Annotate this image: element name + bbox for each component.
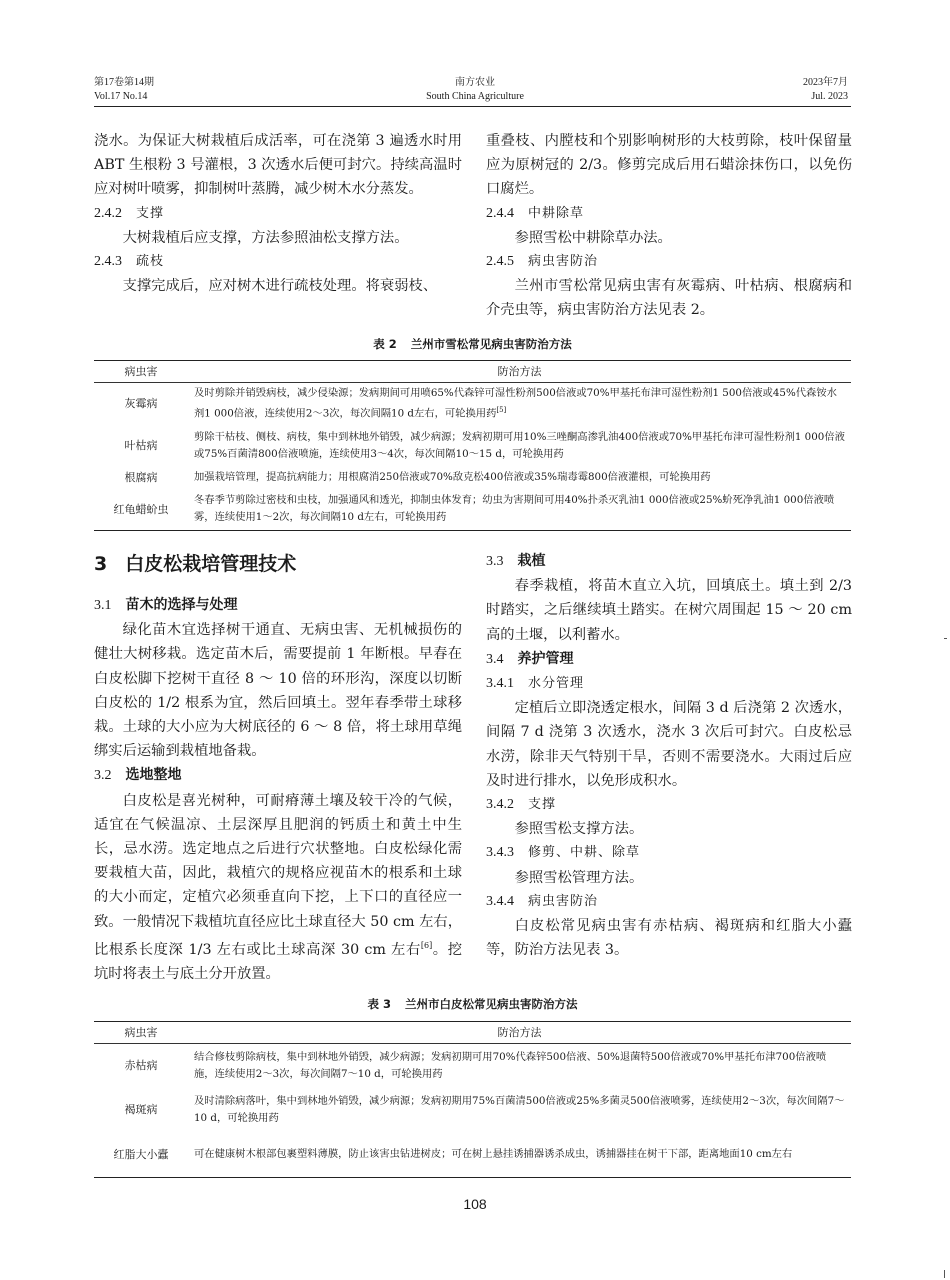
subsection-heading-2-4-3: 2.4.3 疏枝 [94,254,165,270]
paragraph: 支撑完成后，应对树木进行疏枝处理。将衰弱枝、 [122,278,438,295]
scan-mark [944,638,947,639]
paragraph: 参照雪松支撑方法。 [514,821,644,838]
paragraph: 白皮松常见病虫害有赤枯病、褐斑病和红脂大小蠹等，防治方法见表 3。 [486,918,852,959]
table-row: 叶枯病 剪除干枯枝、侧枝、病枝，集中到林地外销毁，减少病源；发病初期可用10%三唑酮高渗乳油400倍液或70%甲基托布津可湿性粉剂1 000倍液或75%百菌清800倍液喷施，连续使用3～4次，每次间隔10～15 d，可轮换用药 [124,430,845,460]
subsection-heading-3-3: 3.3 栽植 [486,553,546,569]
top-left-column [94,129,462,298]
subsection-heading-2-4-5: 2.4.5 病虫害防治 [486,254,599,270]
paragraph: 春季栽植，将苗木直立入坑，回填底土。填土到 2/3 时踏实，之后继续填土踏实。在树穴周围起 15 ～ 20 cm 高的土堰，以利蓄水。 [486,578,852,643]
subsection-heading-3-4-1: 3.4.1 水分管理 [486,676,585,692]
subsection-heading-2-4-4: 2.4.4 中耕除草 [486,205,585,221]
table-row: 红脂大小蠹 可在健康树木根部包裹塑料薄膜，防止该害虫钻进树皮；可在树上悬挂诱捕器诱杀成虫，诱捕器挂在树干下部，距离地面10 cm左右 [113,1147,793,1161]
subsection-heading-3-2: 3.2 选地整地 [94,767,182,784]
paragraph: 白皮松是喜光树种，可耐瘠薄土壤及较干冷的气候，适宜在气候温凉、土层深厚且肥润的钙质土和黄土中生长，忌水涝。选定地点之后进行穴状整地。白皮松绿化需要栽植大苗，因此，栽植穴的规格应视苗木的根系和土球的大小而定，定植穴必须垂直向下挖，上下口的直径应一致。一般情况下栽植坑直径应比土球直径大 50 cm 左右，比根系长度深 1/3 左右或比土球高深 30 cm 左右[6]。挖坑时将表土与底土分开放置。 [94,792,462,982]
subsection-heading-3-4: 3.4 养护管理 [486,650,574,667]
subsection-heading-3-4-3: 3.4.3 修剪、中耕、除草 [486,845,641,861]
journal-name: 南方农业 [455,77,495,88]
running-header-right [803,76,848,104]
header-rule [94,106,851,107]
table-row: 红龟蜡蚧虫 冬春季节剪除过密枝和虫枝，加强通风和透光，抑制虫体发育；幼虫为害期间可用40%扑杀灭乳油1 000倍液或25%蚧死净乳油1 000倍液喷雾，连续使用1～2次，每次间隔10 d左右，可轮换用药 [113,494,835,524]
table-2 [94,360,851,531]
column-header: 病虫害 [94,361,188,383]
issue-date-en: Jul. 2023 [811,91,848,102]
column-header: 防治方法 [188,361,851,383]
subsection-heading-2-4-2: 2.4.2 支撑 [94,205,165,221]
table-row: 赤枯病 结合修枝剪除病枝，集中到林地外销毁，减少病源；发病初期可用70%代森锌500倍液、50%退菌特500倍液或70%甲基托布津700倍液喷施，连续使用2～3次，每次间隔7～10 d，可轮换用药 [124,1050,827,1080]
paragraph: 重叠枝、内膛枝和个别影响树形的大枝剪除，枝叶保留量应为原树冠的 2/3。修剪完成后用石蜡涂抹伤口，以免伤口腐烂。 [486,133,852,198]
paragraph: 参照雪松管理方法。 [514,869,644,886]
page-number: 108 [463,1196,487,1212]
subsection-heading-3-1: 3.1 苗木的选择与处理 [94,597,238,613]
subsection-heading-3-4-2: 3.4.2 支撑 [486,797,557,813]
table-row: 灰霉病 及时剪除并销毁病枝，减少侵染源；发病期间可用喷65%代森锌可湿性粉剂500倍液或70%甲基托布津可湿性粉剂1 500倍液或45%代森铵水剂1 000倍液，连续使用2～3次，每次间隔10 d左右，可轮换用药[5] [124,387,837,420]
table-3-caption: 表 3 兰州市白皮松常见病虫害防治方法 [367,997,578,1011]
section3-right-column [486,549,852,962]
paragraph: 绿化苗木宜选择树干通直、无病虫害、无机械损伤的健壮大树移栽。选定苗木后，需要提前 1 年断根。早春在白皮松脚下挖树干直径 8 ～ 10 倍的环形沟，深度以切断白皮松的 1/2 根系为宜，然后回填土。翌年春季带土球移栽。土球的大小应为大树底径的 6 ～ 8 倍，将土球用草绳绑实后运输到栽植地备栽。 [94,622,462,760]
volume-label: 第17卷第14期 [94,77,154,88]
table-row: 褐斑病 及时清除病落叶，集中到林地外销毁，减少病源；发病初期用75%百菌清500倍液或25%多菌灵500倍液喷雾，连续使用2～3次，每次间隔7～10 d，可轮换用药 [124,1094,845,1124]
column-header: 防治方法 [188,1022,851,1044]
table-2-caption: 表 2 兰州市雪松常见病虫害防治方法 [373,337,572,351]
paragraph: 兰州市雪松常见病虫害有灰霉病、叶枯病、根腐病和介壳虫等，病虫害防治方法见表 2。 [486,278,852,319]
running-header-left [94,76,154,104]
section-3-heading: 3 白皮松栽培管理技术 [94,553,297,575]
paragraph: 大树栽植后应支撑，方法参照油松支撑方法。 [122,229,409,246]
paragraph: 定植后立即浇透定根水，间隔 3 d 后浇第 2 次透水，间隔 7 d 浇第 3 次透水，浇水 3 次后可封穴。白皮松忌水涝，除非天气特别干旱，否则不需要浇水。大雨过后应及时进行排水，以免形成积水。 [486,700,852,789]
table-row: 根腐病 加强栽培管理，提高抗病能力；用根腐消250倍液或70%敌克松400倍液或35%瑞毒霉800倍液灌根，可轮换用药 [124,471,711,484]
paragraph: 参照雪松中耕除草办法。 [514,229,672,246]
volume-label-en: Vol.17 No.14 [94,91,148,102]
top-right-column [486,129,852,323]
column-header: 病虫害 [94,1022,188,1044]
issue-date: 2023年7月 [803,77,848,88]
journal-name-en: South China Agriculture [426,91,524,102]
section3-left-column [94,593,462,986]
subsection-heading-3-4-4: 3.4.4 病虫害防治 [486,893,599,909]
running-header-center [340,76,610,104]
paragraph: 浇水。为保证大树栽植后成活率，可在浇第 3 遍透水时用 ABT 生根粉 3 号灌根，3 次透水后便可封穴。持续高温时应对树叶喷雾，抑制树叶蒸腾，减少树木水分蒸发。 [94,133,462,198]
table-3 [94,1021,851,1178]
scan-mark [944,1270,945,1278]
